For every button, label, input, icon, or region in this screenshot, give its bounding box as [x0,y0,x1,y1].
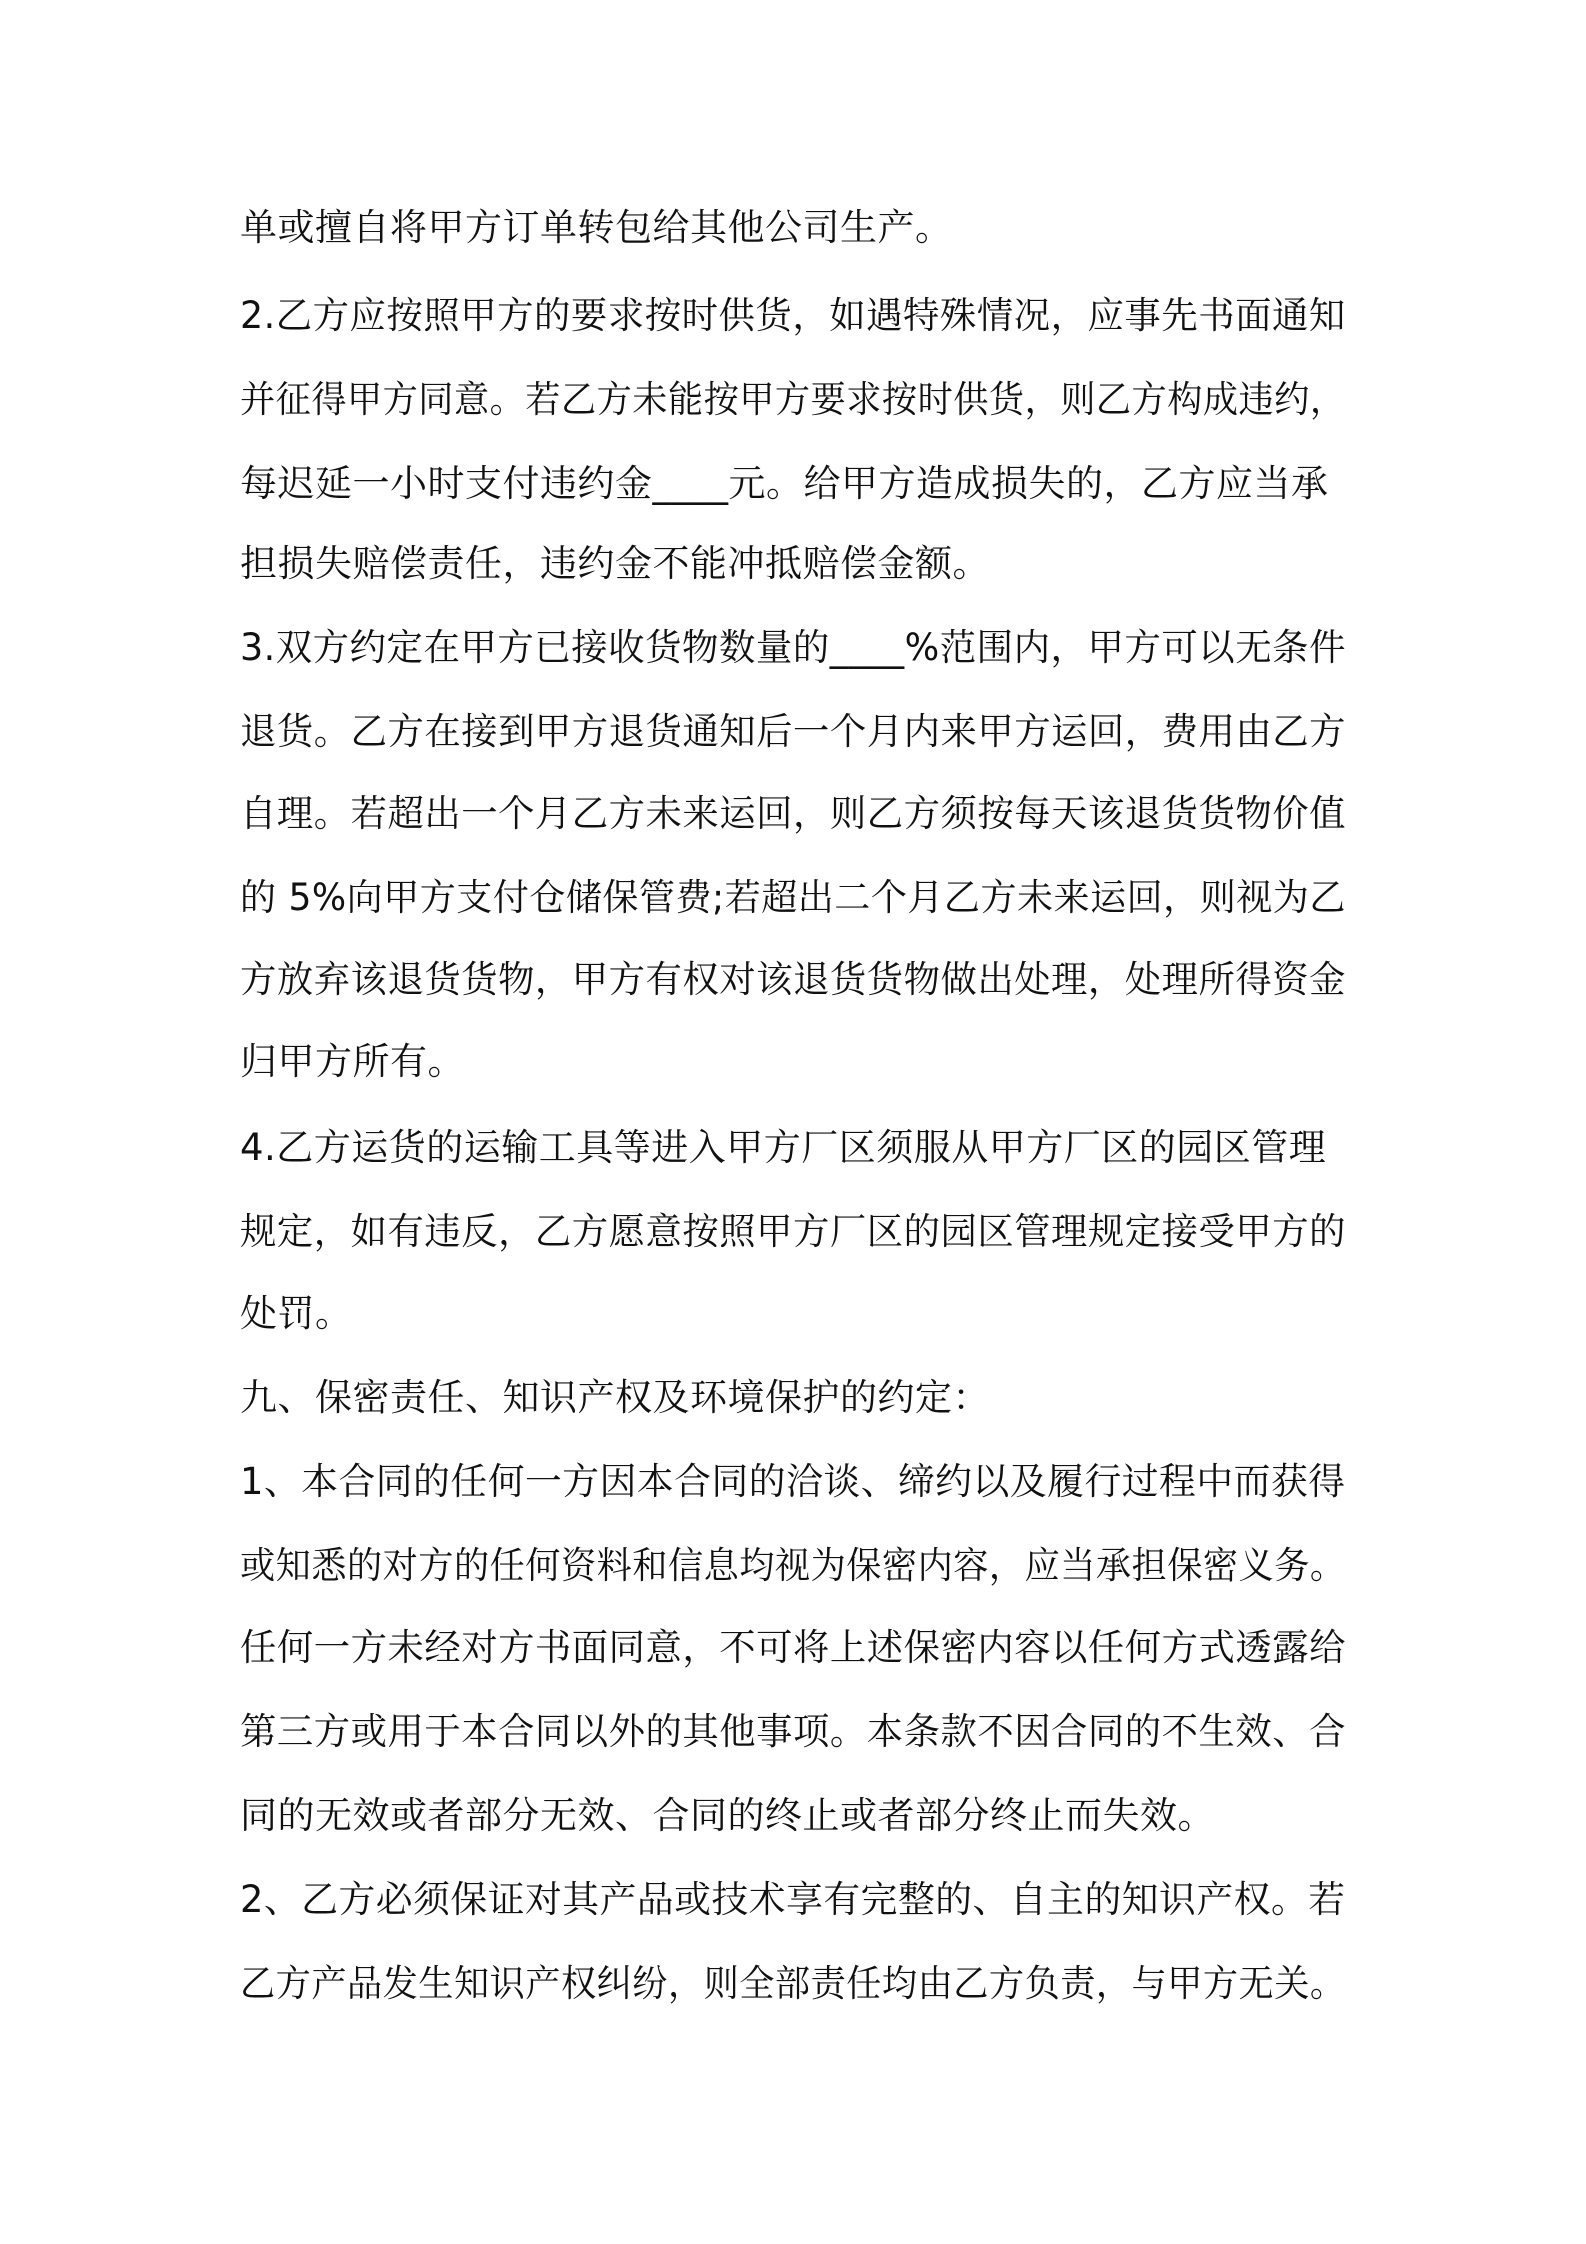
text-line: 归甲方所有。 [240,1040,465,1083]
text-line: 任何一方未经对方书面同意，不可将上述保密内容以任何方式透露给 [240,1626,1346,1669]
text-line: 3.双方约定在甲方已接收货物数量的____%范围内，甲方可以无条件 [240,626,1347,669]
text-line: 自理。若超出一个月乙方未来运回，则乙方须按每天该退货货物价值 [240,792,1346,835]
text-line: 的 5%向甲方支付仓储保管费;若超出二个月乙方未来运回，则视为乙 [240,876,1346,919]
text-line: 乙方产品发生知识产权纠纷，则全部责任均由乙方负责，与甲方无关。 [240,1962,1346,2005]
text-line: 2、乙方必须保证对其产品或技术享有完整的、自主的知识产权。若 [240,1878,1346,1921]
text-line: 退货。乙方在接到甲方退货通知后一个月内来甲方运回，费用由乙方 [240,710,1346,753]
text-line: 每迟延一小时支付违约金____元。给甲方造成损失的，乙方应当承 [240,462,1329,505]
text-line: 单或擅自将甲方订单转包给其他公司生产。 [240,206,953,249]
text-line: 处罚。 [240,1292,353,1335]
text-line: 或知悉的对方的任何资料和信息均视为保密内容，应当承担保密义务。 [240,1544,1346,1587]
text-line: 2.乙方应按照甲方的要求按时供货，如遇特殊情况，应事先书面通知 [240,294,1346,337]
text-line: 第三方或用于本合同以外的其他事项。本条款不因合同的不生效、合 [240,1710,1346,1753]
text-line: 担损失赔偿责任，违约金不能冲抵赔偿金额。 [240,542,990,585]
text-line: 同的无效或者部分无效、合同的终止或者部分终止而失效。 [240,1794,1215,1837]
text-line: 1、本合同的任何一方因本合同的洽谈、缔约以及履行过程中而获得 [240,1460,1346,1503]
text-line: 方放弃该退货货物，甲方有权对该退货货物做出处理，处理所得资金 [240,958,1346,1001]
text-line: 4.乙方运货的运输工具等进入甲方厂区须服从甲方厂区的园区管理 [240,1126,1327,1169]
text-line: 并征得甲方同意。若乙方未能按甲方要求按时供货，则乙方构成违约， [240,378,1346,421]
section-heading: 九、保密责任、知识产权及环境保护的约定： [240,1376,990,1419]
text-line: 规定，如有违反，乙方愿意按照甲方厂区的园区管理规定接受甲方的 [240,1210,1346,1253]
